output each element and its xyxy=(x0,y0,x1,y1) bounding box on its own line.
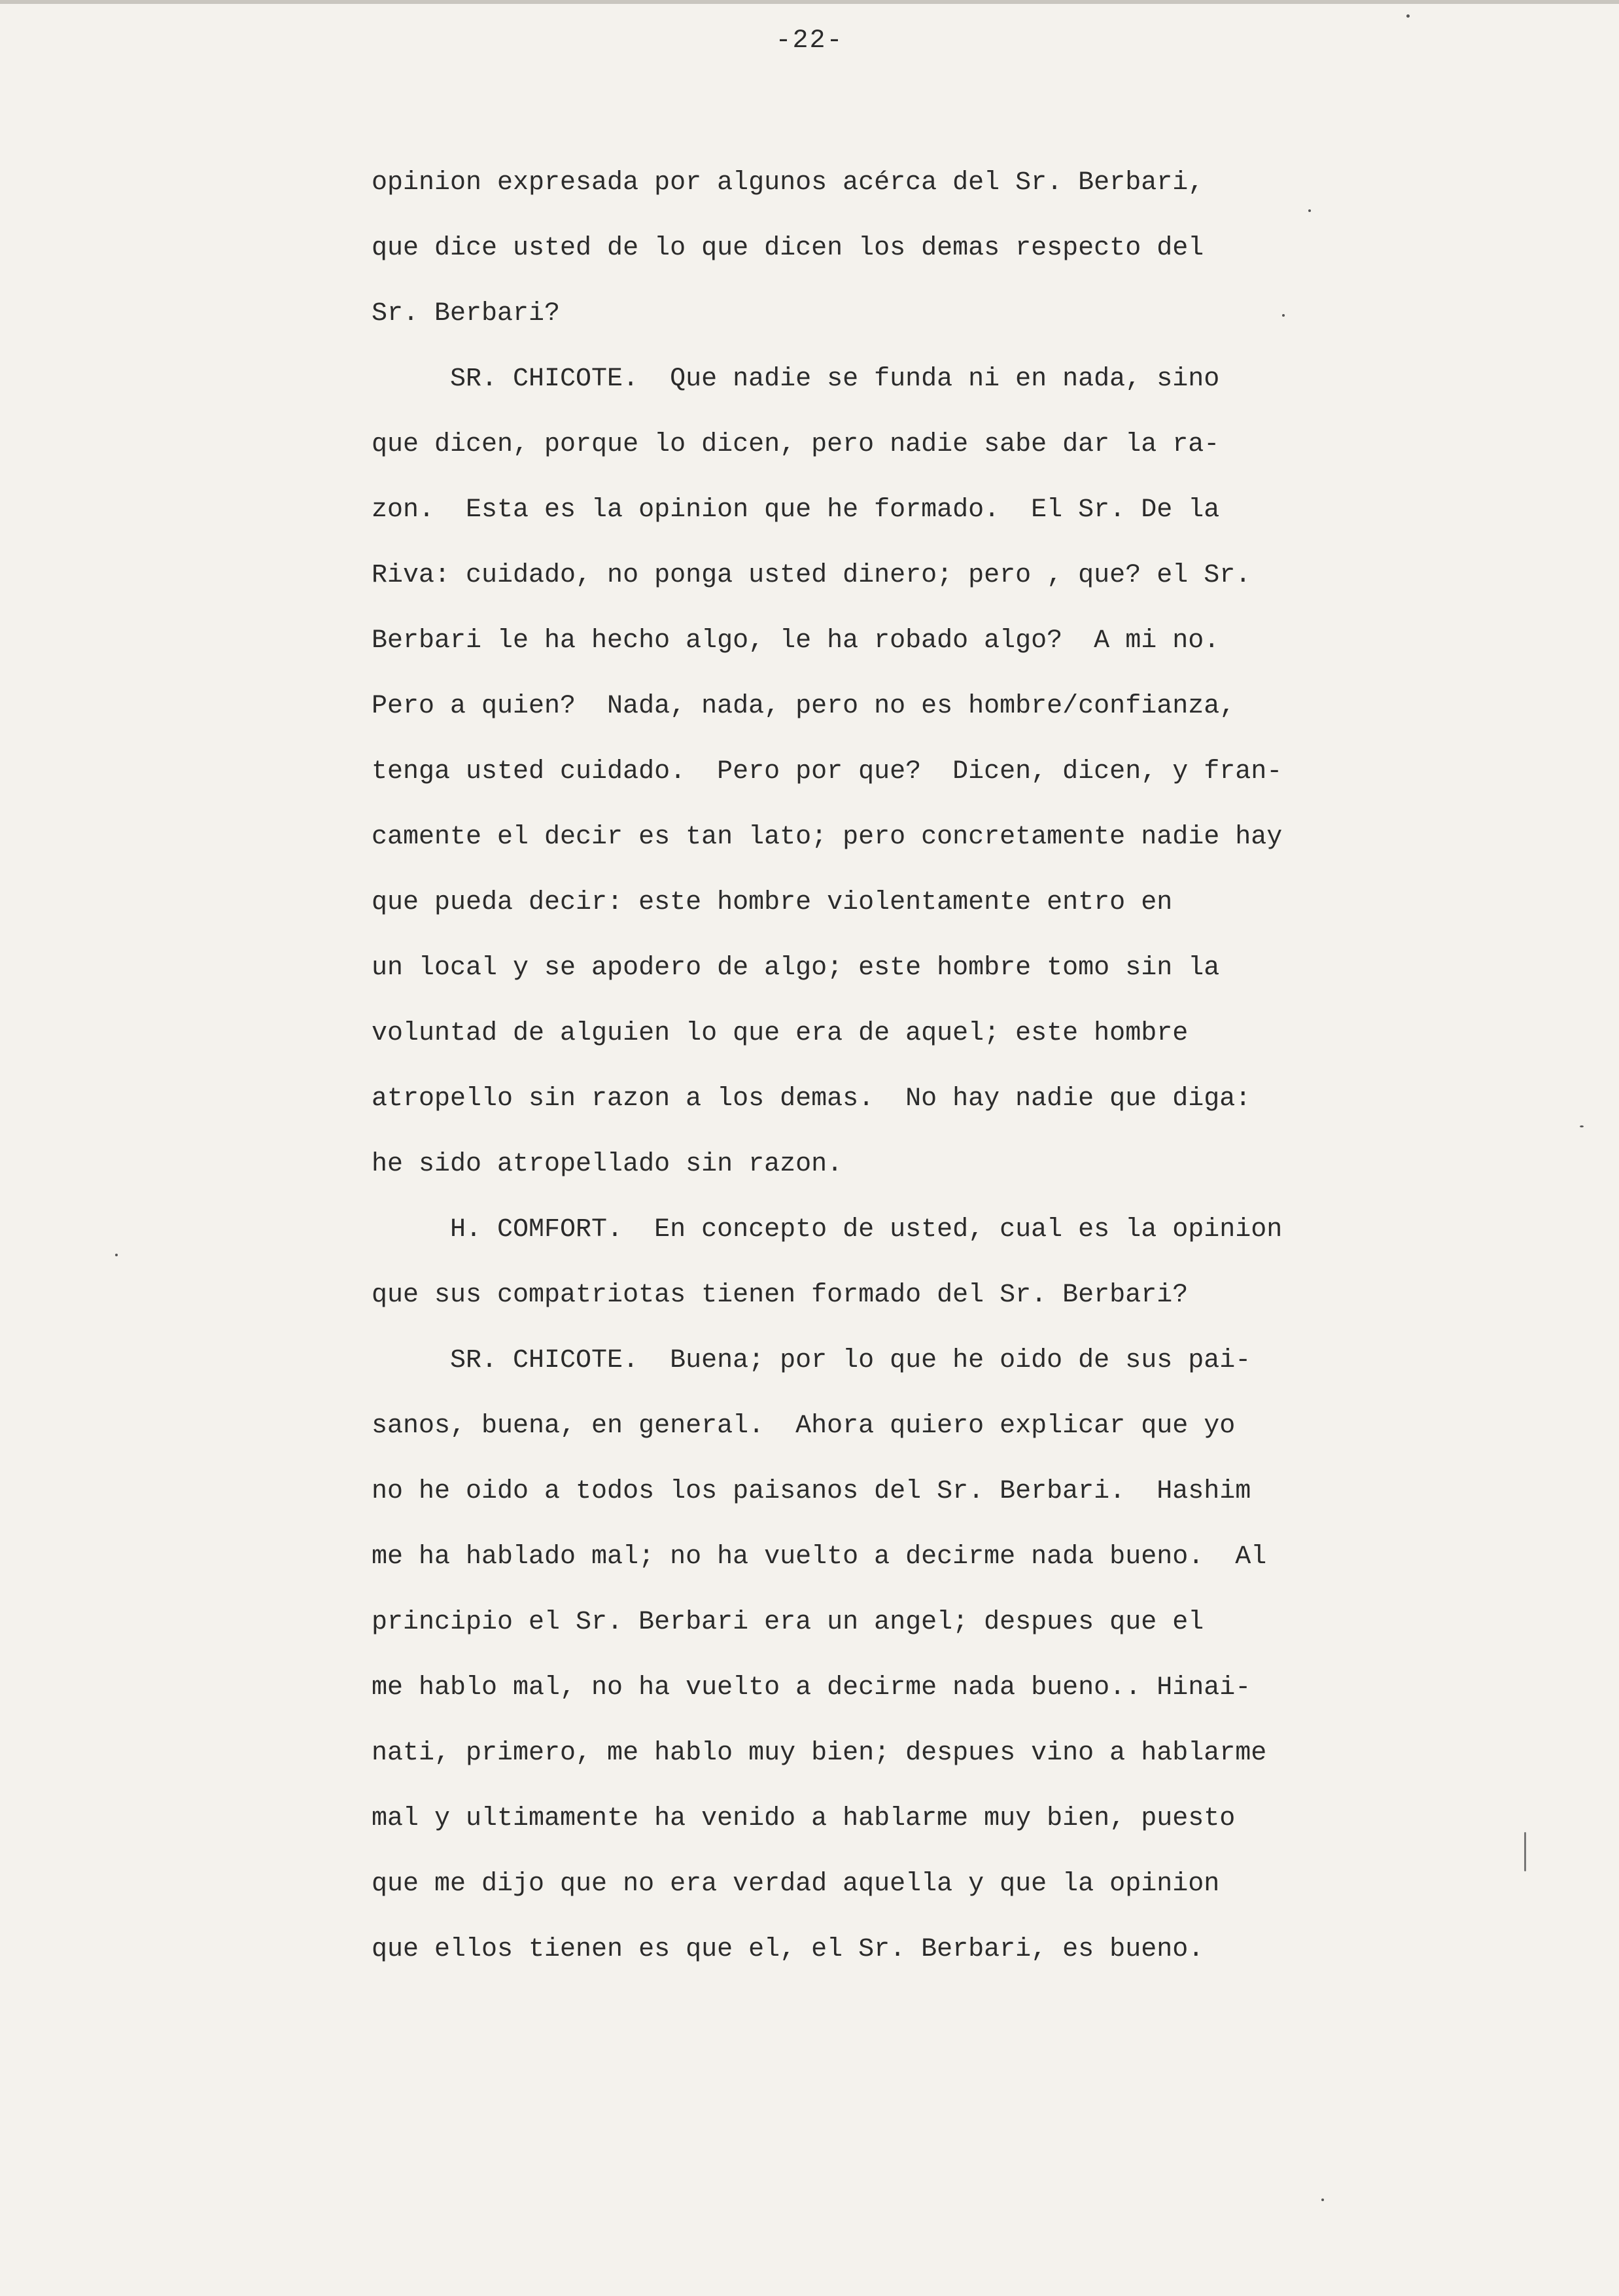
text-line: Berbari le ha hecho algo, le ha robado algo? A mi no. xyxy=(372,626,1220,656)
text-line: SR. CHICOTE. Que nadie se funda ni en nada, sino xyxy=(372,364,1220,394)
text-line: opinion expresada por algunos acérca del Sr. Berbari, xyxy=(372,168,1204,198)
text-line: que dicen, porque lo dicen, pero nadie sabe dar la ra- xyxy=(372,430,1220,459)
text-line: que me dijo que no era verdad aquella y que la opinion xyxy=(372,1869,1220,1899)
text-line: camente el decir es tan lato; pero concretamente nadie hay xyxy=(372,822,1283,852)
paper-speck xyxy=(1308,209,1311,212)
paper-speck xyxy=(1406,14,1410,18)
text-line: zon. Esta es la opinion que he formado. El Sr. De la xyxy=(372,495,1220,525)
text-line: Riva: cuidado, no ponga usted dinero; pero , que? el Sr. xyxy=(372,561,1251,590)
text-line: nati, primero, me hablo muy bien; despues vino a hablarme xyxy=(372,1739,1267,1768)
text-line: atropello sin razon a los demas. No hay nadie que diga: xyxy=(372,1084,1251,1114)
text-line: no he oido a todos los paisanos del Sr. Berbari. Hashim xyxy=(372,1477,1251,1506)
text-line: Sr. Berbari? xyxy=(372,299,561,328)
text-line: voluntad de alguien lo que era de aquel; este hombre xyxy=(372,1019,1189,1048)
text-line: he sido atropellado sin razon. xyxy=(372,1150,843,1179)
text-line: que pueda decir: este hombre violentamente entro en xyxy=(372,888,1173,917)
text-line: que dice usted de lo que dicen los demas respecto del xyxy=(372,234,1204,263)
text-line: que sus compatriotas tienen formado del Sr. Berbari? xyxy=(372,1280,1189,1310)
text-line: me hablo mal, no ha vuelto a decirme nada bueno.. Hinai- xyxy=(372,1673,1251,1703)
page-top-edge xyxy=(0,0,1619,4)
text-line: sanos, buena, en general. Ahora quiero explicar que yo xyxy=(372,1411,1236,1441)
paper-speck xyxy=(1282,314,1285,317)
transcript-body xyxy=(372,150,1366,1983)
text-line: me ha hablado mal; no ha vuelto a decirme nada bueno. Al xyxy=(372,1542,1267,1572)
text-line: mal y ultimamente ha venido a hablarme muy bien, puesto xyxy=(372,1804,1236,1833)
text-line: Pero a quien? Nada, nada, pero no es hombre/confianza, xyxy=(372,692,1236,721)
text-line: H. COMFORT. En concepto de usted, cual es la opinion xyxy=(372,1215,1283,1245)
text-line: principio el Sr. Berbari era un angel; despues que el xyxy=(372,1608,1204,1637)
paper-speck xyxy=(1580,1125,1584,1127)
page-number: -22- xyxy=(775,26,844,56)
text-line: que ellos tienen es que el, el Sr. Berbari, es bueno. xyxy=(372,1935,1204,1964)
paper-speck xyxy=(115,1254,118,1256)
text-line: SR. CHICOTE. Buena; por lo que he oido de sus pai- xyxy=(372,1346,1251,1375)
paper-speck xyxy=(1321,2199,1324,2201)
text-line: un local y se apodero de algo; este hombre tomo sin la xyxy=(372,953,1220,983)
paper-speck xyxy=(1524,1832,1526,1871)
text-line: tenga usted cuidado. Pero por que? Dicen, dicen, y fran- xyxy=(372,757,1283,786)
